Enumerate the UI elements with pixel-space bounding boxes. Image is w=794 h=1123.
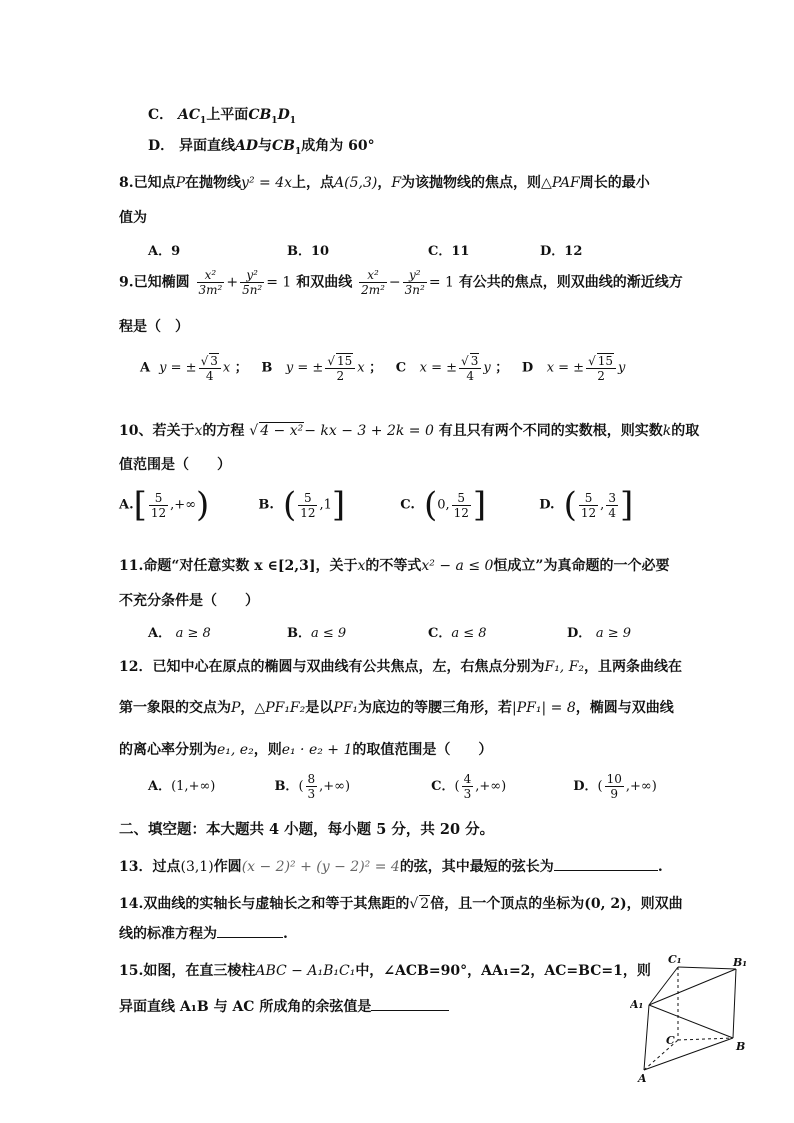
q9-hyperbola-term2: $\frac{\text{y²}}{\text{3n²}}$ — [404, 268, 425, 297]
q15-stem-line2: 异面直线 A₁B 与 AC 所成角的余弦值是 — [119, 996, 449, 1016]
q13-stem: 13．过点(3,1)作圆(x − 2)² + (y − 2)² = 4的弦，其中最短的弦长为 . — [119, 856, 663, 876]
section-fill-blank-heading: 二、填空题：本大题共 4 小题，每小题 5 分，共 20 分。 — [119, 821, 495, 838]
q12-options: A．(1,+∞) B．( $\frac{8}{3}$ ,+∞) C．( $\frac{4}{3}$ ,+∞) D．( $\frac{10}{9}$ ,+∞) — [148, 772, 657, 801]
prism-figure — [630, 950, 760, 1085]
label-a1: A₁ — [630, 998, 644, 1011]
q14-answer-blank[interactable] — [217, 923, 283, 938]
edge-b1-b — [733, 969, 736, 1038]
q9-hyperbola-term1: $\frac{\text{x²}}{\text{2m²}}$ — [361, 268, 385, 297]
q9-ellipse-term1: $\frac{\text{x²}}{\text{3m²}}$ — [198, 268, 223, 297]
q11-stem-line2: 不充分条件是（ ） — [119, 593, 259, 609]
q7-option-c: C． $AC_1$上平面$CB_1D_1$ — [148, 107, 296, 126]
q8-option-d: D．12 — [540, 244, 583, 259]
label-a: A — [638, 1072, 647, 1085]
q11-option-d: D． a ≥ 9 — [567, 626, 631, 641]
label-c1: C₁ — [668, 953, 682, 966]
q12-stem-line1: 12．已知中心在原点的椭圆与双曲线有公共焦点，左，右焦点分别为F₁, F₂，且两条曲线在 — [119, 659, 683, 675]
label-c: C — [666, 1034, 675, 1047]
q9-options: A y = ± $\frac{√ 3}{4}$ x ； B y = ± $\frac{√ 15}{2}$ x ； C x = ± $\frac{√ 3}{4}$ y ； D x = ± $\frac{√ 15}{2}$ y — [140, 354, 626, 383]
q12-stem-line3: 的离心率分别为e₁, e₂，则e₁ · e₂ + 1的取值范围是（ ） — [119, 742, 493, 758]
q11-stem: 11.命题“对任意实数 x ∈[2,3]，关于x的不等式x² − a ≤ 0恒成立”为真命题的一个必要 — [119, 558, 670, 574]
q8-stem-line2: 值为 — [119, 210, 147, 226]
q12-stem-line2: 第一象限的交点为P，△PF₁F₂是以PF₁为底边的等腰三角形，若|PF₁| = 8，椭圆与双曲线 — [119, 700, 674, 716]
q9-stem: 9.已知椭圆 $\frac{\text{x²}}{\text{3m²}}$ + $\frac{\text{y²}}{\text{5n²}}$ = 1 和双曲线 $\frac{\text{x²}}{\text{2m²}}$ − $\frac{\text{y²}}{\text{3n²}}$ = 1 有公共的焦点，则双曲线的渐近线方 — [119, 268, 683, 297]
edge-c-b — [678, 1038, 733, 1040]
q13-answer-blank[interactable] — [554, 856, 658, 871]
q14-stem: 14.双曲线的实轴长与虚轴长之和等于其焦距的√ 2倍，且一个顶点的坐标为(0, 2)，则双曲 — [119, 896, 683, 912]
q11-option-b: B．a ≤ 9 — [287, 626, 347, 641]
q8-option-c: C．11 — [428, 244, 470, 259]
edge-c1-b1 — [678, 967, 736, 969]
edge-a1-a — [644, 1005, 649, 1070]
label-b: B — [736, 1040, 746, 1053]
q11-option-a: A． a ≥ 8 — [148, 626, 211, 641]
segment-a1-b — [649, 1005, 733, 1038]
q15-answer-blank[interactable] — [371, 996, 449, 1011]
q9-ellipse-term2: $\frac{\text{y²}}{\text{5n²}}$ — [242, 268, 263, 297]
label-b1: B₁ — [733, 956, 748, 969]
edge-a-b — [644, 1038, 733, 1070]
q10-options: A.[ $\frac{5}{12}$ ,+∞) B. ( $\frac{5}{12}$ ,1] C. (0, $\frac{5}{12}$ ] D. ( $\frac{5}{12}$ , $\frac{3}{4}$ ] — [119, 485, 634, 525]
q10-stem-line2: 值范围是（ ） — [119, 457, 231, 473]
q11-option-c: C．a ≤ 8 — [428, 626, 487, 641]
q14-stem-line2: 线的标准方程为 . — [119, 923, 288, 943]
q8-option-a: A．9 — [148, 244, 181, 259]
q8-stem: 8.已知点P在抛物线y² = 4x上，点A(5,3)，F为该抛物线的焦点，则△PAF周长的最小 — [119, 175, 650, 191]
q10-stem: 10、若关于x的方程 √ 4 − x²− kx − 3 + 2k = 0 有且只有两个不同的实数根，则实数k的取 — [119, 423, 700, 439]
q8-option-b: B．10 — [287, 244, 330, 259]
edge-a1-b1 — [649, 969, 736, 1005]
q9-stem-line2: 程是（ ） — [119, 319, 189, 335]
q7-option-d: D． 异面直线AD与$CB_1$成角为 60° — [148, 138, 375, 157]
q15-stem: 15.如图，在直三棱柱ABC − A₁B₁C₁中，∠ACB=90°，AA₁=2，AC=BC=1，则 — [119, 963, 651, 979]
